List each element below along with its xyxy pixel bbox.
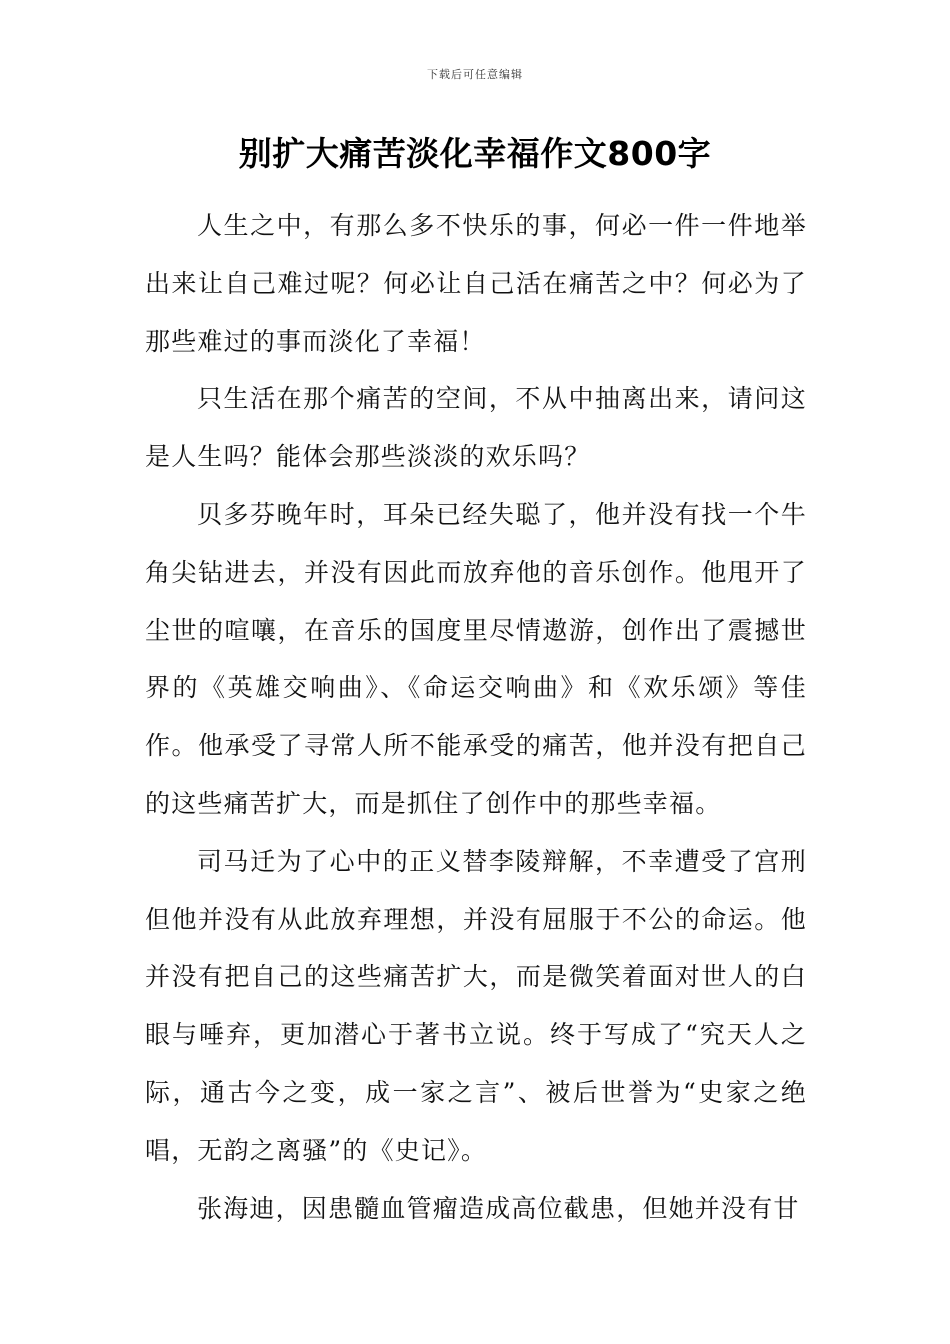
paragraph: 司马迁为了心中的正义替李陵辩解，不幸遭受了宫刑但他并没有从此放弃理想，并没有屈服于不公的命运。他并没有把自己的这些痛苦扩大，而是微笑着面对世人的白眼与唾弃，更加潜心于著书立说。终于写成了“究天人之际，通古今之变，成一家之言”、被后世誉为“史家之绝唱，无韵之离骚”的《史记》。 <box>145 846 807 1165</box>
paragraph: 张海迪，因患髓血管瘤造成高位截患，但她并没有甘 <box>197 1193 800 1223</box>
paragraph: 人生之中，有那么多不快乐的事，何必一件一件地举出来让自己难过呢？何必让自己活在痛苦之中？何必为了那些难过的事而淡化了幸福！ <box>145 211 807 356</box>
paragraph: 贝多芬晚年时，耳朵已经失聪了，他并没有找一个牛角尖钻进去，并没有因此而放弃他的音乐创作。他甩开了尘世的喧嚷，在音乐的国度里尽情遨游，创作出了震撼世界的《英雄交响曲》、《命运交响曲》和《欢乐颂》等佳作。他承受了寻常人所不能承受的痛苦，他并没有把自己的这些痛苦扩大，而是抓住了创作中的那些幸福。 <box>145 499 807 818</box>
paragraph: 只生活在那个痛苦的空间，不从中抽离出来，请问这是人生吗？能体会那些淡淡的欢乐吗？ <box>145 384 807 472</box>
header-note: 下载后可任意编辑 <box>427 68 523 81</box>
document-title: 别扩大痛苦淡化幸福作文800字 <box>238 134 712 173</box>
document-body <box>145 197 807 1237</box>
